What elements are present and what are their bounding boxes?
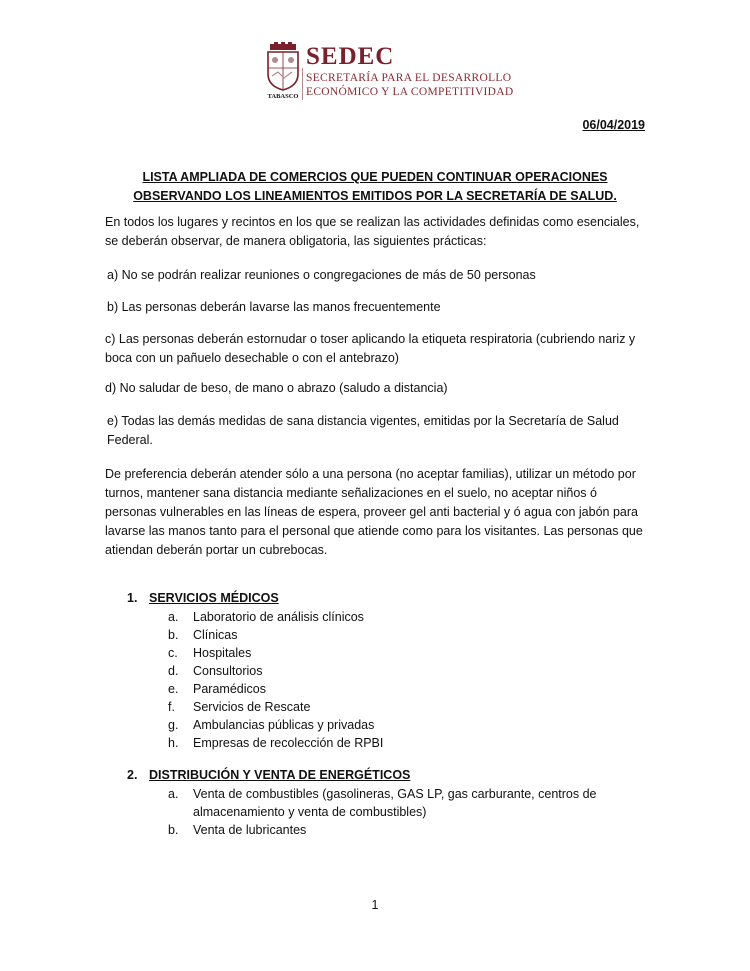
tabasco-seal-icon: [264, 42, 302, 100]
brand-name: SEDEC: [306, 43, 395, 70]
list-item: a. Laboratorio de análisis clínicos: [168, 610, 364, 624]
preference-paragraph: De preferencia deberán atender sólo a una persona (no aceptar familias), utilizar un método por turnos, mantener sana distancia mediante señalizaciones en el suelo, no aceptar niños ó personas vulnerables en las líneas de espera, proveer gel anti bacterial y ó agua con jabón para lavarse las manos tanto para el personal que atiende como para los visitantes. Las personas que atiendan deberán portar un cubrebocas.: [105, 467, 643, 557]
section-number: 1.: [127, 591, 138, 605]
section-number: 2.: [127, 768, 138, 782]
practice-c: c) Las personas deberán estornudar o toser aplicando la etiqueta respiratoria (cubriendo nariz y boca con un pañuelo desechable o con el antebrazo): [105, 332, 636, 365]
medical-services-list: [168, 608, 618, 752]
energy-distribution-list: [168, 785, 618, 839]
section-title: DISTRIBUCIÓN Y VENTA DE ENERGÉTICOS: [149, 768, 411, 782]
list-item: h. Empresas de recolección de RPBI: [168, 736, 384, 750]
intro-paragraph: En todos los lugares y recintos en los que se realizan las actividades definidas como esenciales, se deberán observar, de manera obligatoria, las siguientes prácticas:: [105, 215, 640, 248]
brand-subtitle-line2: ECONÓMICO Y LA COMPETITIVIDAD: [306, 86, 514, 98]
list-item: g. Ambulancias públicas y privadas: [168, 718, 375, 732]
seal-caption: TABASCO: [267, 93, 299, 100]
list-item: b. Venta de lubricantes: [168, 823, 307, 837]
list-item: f. Servicios de Rescate: [168, 700, 311, 714]
list-item: a. Venta de combustibles (gasolineras, GAS LP, gas carburante, centros de almacenamiento y venta de combustibles): [168, 787, 597, 819]
document-date: 06/04/2019: [582, 118, 645, 132]
letterhead-divider: [302, 68, 303, 100]
document-title: LISTA AMPLIADA DE COMERCIOS QUE PUEDEN CONTINUAR OPERACIONES OBSERVANDO LOS LINEAMIENTOS EMITIDOS POR LA SECRETARÍA DE SALUD.: [133, 170, 617, 203]
practice-a: a) No se podrán realizar reuniones o congregaciones de más de 50 personas: [107, 268, 536, 282]
list-item: c. Hospitales: [168, 646, 252, 660]
practice-d: d) No saludar de beso, de mano o abrazo (saludo a distancia): [105, 381, 448, 395]
list-item: d. Consultorios: [168, 664, 263, 678]
practice-b: b) Las personas deberán lavarse las manos frecuentemente: [107, 300, 441, 314]
list-item: e. Paramédicos: [168, 682, 266, 696]
section-title: SERVICIOS MÉDICOS: [149, 591, 279, 605]
page-number: 1: [371, 898, 379, 912]
practice-e: e) Todas las demás medidas de sana distancia vigentes, emitidas por la Secretaría de Salud Federal.: [107, 414, 619, 447]
brand-subtitle-line1: SECRETARÍA PARA EL DESARROLLO: [306, 72, 512, 84]
section-medical-services: [127, 591, 279, 605]
section-energy-distribution: [127, 768, 410, 782]
letterhead: [262, 40, 522, 102]
list-item: b. Clínicas: [168, 628, 238, 642]
